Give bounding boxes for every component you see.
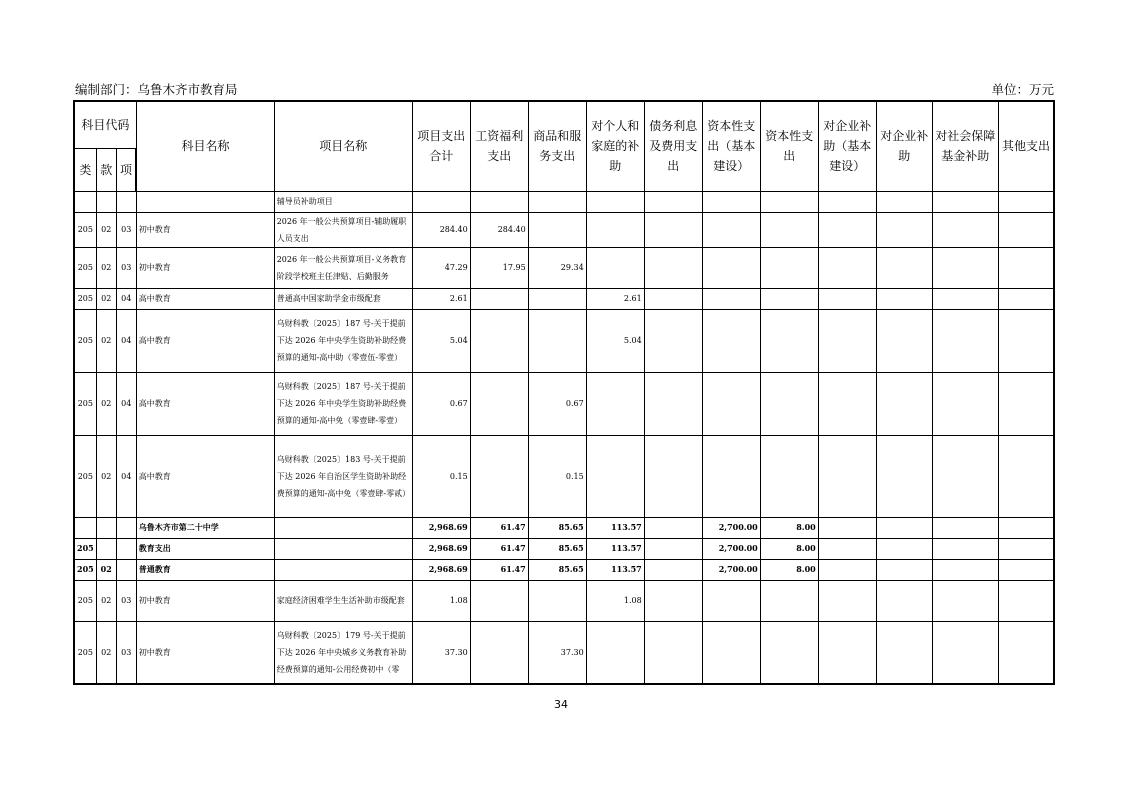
enterprise-basic-cell — [818, 288, 876, 309]
project-cell: 普通高中国家助学金市级配套 — [274, 288, 412, 309]
debt-cell — [644, 372, 702, 435]
other-cell — [998, 212, 1054, 247]
capital-cell: 8.00 — [760, 538, 818, 559]
salary-cell — [470, 288, 528, 309]
salary-cell — [470, 372, 528, 435]
enterprise-cell — [876, 191, 932, 212]
total-header: 项目支出合计 — [412, 101, 470, 191]
subject-cell: 初中教育 — [136, 247, 274, 288]
table-row — [74, 538, 1054, 559]
goods-cell: 37.30 — [528, 621, 586, 684]
project-name-header: 项目名称 — [274, 101, 412, 191]
salary-cell — [470, 621, 528, 684]
enterprise-cell — [876, 559, 932, 580]
individual-cell — [586, 212, 644, 247]
salary-cell — [470, 580, 528, 621]
goods-services-header: 商品和服务支出 — [528, 101, 586, 191]
capital-cell: 8.00 — [760, 559, 818, 580]
code-group-header: 科目代码 — [74, 101, 136, 148]
subject-cell: 初中教育 — [136, 212, 274, 247]
page-number: 34 — [554, 698, 568, 711]
total-cell: 2,968.69 — [412, 517, 470, 538]
kuan-header: 款 — [96, 148, 116, 191]
kuan-cell — [96, 517, 116, 538]
xiang-cell — [116, 191, 136, 212]
kuan-cell — [96, 191, 116, 212]
total-cell — [412, 191, 470, 212]
xiang-cell: 03 — [116, 247, 136, 288]
enterprise-header: 对企业补助 — [876, 101, 932, 191]
individual-cell: 113.57 — [586, 559, 644, 580]
individual-cell — [586, 621, 644, 684]
project-cell: 辅导员补助项目 — [274, 191, 412, 212]
enterprise-cell — [876, 212, 932, 247]
enterprise-cell — [876, 538, 932, 559]
social-cell — [932, 435, 998, 517]
debt-cell — [644, 191, 702, 212]
other-cell — [998, 435, 1054, 517]
project-cell: 乌财科教〔2025〕187 号-关于提前下达 2026 年中央学生资助补助经费预算的通知-高中助（零壹伍-零壹） — [274, 309, 412, 372]
table-row — [74, 517, 1054, 538]
capital-cell — [760, 191, 818, 212]
table-row — [74, 559, 1054, 580]
project-cell — [274, 517, 412, 538]
lei-header: 类 — [74, 148, 96, 191]
enterprise-basic-cell — [818, 435, 876, 517]
subject-cell: 高中教育 — [136, 435, 274, 517]
xiang-cell: 04 — [116, 288, 136, 309]
lei-cell: 205 — [74, 309, 96, 372]
enterprise-cell — [876, 309, 932, 372]
salary-cell: 61.47 — [470, 538, 528, 559]
individual-cell: 5.04 — [586, 309, 644, 372]
capital-basic-header: 资本性支出（基本建设） — [702, 101, 760, 191]
social-cell — [932, 559, 998, 580]
social-cell — [932, 580, 998, 621]
capital-cell — [760, 580, 818, 621]
enterprise-basic-header: 对企业补助（基本建设） — [818, 101, 876, 191]
xiang-cell — [116, 517, 136, 538]
lei-cell: 205 — [74, 288, 96, 309]
enterprise-basic-cell — [818, 559, 876, 580]
enterprise-cell — [876, 288, 932, 309]
goods-cell — [528, 212, 586, 247]
table-row — [74, 435, 1054, 517]
other-cell — [998, 559, 1054, 580]
social-cell — [932, 212, 998, 247]
debt-interest-header: 债务利息及费用支出 — [644, 101, 702, 191]
individual-cell — [586, 372, 644, 435]
xiang-cell — [116, 538, 136, 559]
xiang-cell: 04 — [116, 309, 136, 372]
kuan-cell: 02 — [96, 435, 116, 517]
subject-cell: 初中教育 — [136, 580, 274, 621]
capital-basic-cell — [702, 580, 760, 621]
enterprise-cell — [876, 621, 932, 684]
total-cell: 1.08 — [412, 580, 470, 621]
individual-subsidy-header: 对个人和家庭的补助 — [586, 101, 644, 191]
kuan-cell: 02 — [96, 247, 116, 288]
debt-cell — [644, 580, 702, 621]
goods-cell: 85.65 — [528, 559, 586, 580]
project-cell — [274, 559, 412, 580]
kuan-cell: 02 — [96, 309, 116, 372]
salary-cell — [470, 435, 528, 517]
enterprise-basic-cell — [818, 372, 876, 435]
capital-basic-cell — [702, 288, 760, 309]
kuan-cell: 02 — [96, 580, 116, 621]
project-cell: 2026 年一般公共预算项目-辅助履职人员支出 — [274, 212, 412, 247]
social-cell — [932, 517, 998, 538]
debt-cell — [644, 435, 702, 517]
total-cell: 37.30 — [412, 621, 470, 684]
xiang-cell: 04 — [116, 435, 136, 517]
salary-header: 工资福利支出 — [470, 101, 528, 191]
individual-cell: 113.57 — [586, 538, 644, 559]
capital-cell — [760, 621, 818, 684]
debt-cell — [644, 559, 702, 580]
salary-cell: 284.40 — [470, 212, 528, 247]
salary-cell: 17.95 — [470, 247, 528, 288]
unit-label: 单位：万元 — [991, 82, 1054, 97]
social-cell — [932, 372, 998, 435]
other-cell — [998, 621, 1054, 684]
debt-cell — [644, 212, 702, 247]
other-cell — [998, 538, 1054, 559]
lei-cell: 205 — [74, 538, 96, 559]
project-cell: 乌财科教〔2025〕183 号-关于提前下达 2026 年自治区学生资助补助经费预算的通知-高中免（零壹肆-零贰） — [274, 435, 412, 517]
enterprise-basic-cell — [818, 309, 876, 372]
capital-basic-cell: 2,700.00 — [702, 538, 760, 559]
enterprise-cell — [876, 517, 932, 538]
social-cell — [932, 191, 998, 212]
subject-cell: 乌鲁木齐市第二十中学 — [136, 517, 274, 538]
goods-cell — [528, 580, 586, 621]
compiling-department: 编制部门：乌鲁木齐市教育局 — [75, 82, 238, 97]
table-row — [74, 288, 1054, 309]
kuan-cell: 02 — [96, 288, 116, 309]
capital-basic-cell — [702, 372, 760, 435]
lei-cell: 205 — [74, 435, 96, 517]
goods-cell: 0.15 — [528, 435, 586, 517]
enterprise-basic-cell — [818, 247, 876, 288]
social-security-header: 对社会保障基金补助 — [932, 101, 998, 191]
total-cell: 2.61 — [412, 288, 470, 309]
subject-cell: 普通教育 — [136, 559, 274, 580]
enterprise-basic-cell — [818, 580, 876, 621]
debt-cell — [644, 517, 702, 538]
capital-basic-cell — [702, 247, 760, 288]
capital-cell — [760, 372, 818, 435]
social-cell — [932, 538, 998, 559]
goods-cell — [528, 191, 586, 212]
individual-cell: 2.61 — [586, 288, 644, 309]
other-cell — [998, 372, 1054, 435]
enterprise-cell — [876, 580, 932, 621]
capital-basic-cell — [702, 191, 760, 212]
lei-cell: 205 — [74, 212, 96, 247]
total-cell: 47.29 — [412, 247, 470, 288]
individual-cell — [586, 247, 644, 288]
individual-cell — [586, 191, 644, 212]
lei-cell: 205 — [74, 621, 96, 684]
table-row — [74, 191, 1054, 212]
goods-cell: 0.67 — [528, 372, 586, 435]
debt-cell — [644, 309, 702, 372]
project-cell: 家庭经济困难学生生活补助市级配套 — [274, 580, 412, 621]
subject-cell: 初中教育 — [136, 621, 274, 684]
subject-cell: 高中教育 — [136, 372, 274, 435]
capital-cell — [760, 247, 818, 288]
subject-name-header: 科目名称 — [136, 101, 274, 191]
capital-basic-cell: 2,700.00 — [702, 559, 760, 580]
table-row — [74, 247, 1054, 288]
table-row — [74, 580, 1054, 621]
debt-cell — [644, 247, 702, 288]
kuan-cell — [96, 538, 116, 559]
individual-cell: 113.57 — [586, 517, 644, 538]
lei-cell: 205 — [74, 247, 96, 288]
goods-cell — [528, 309, 586, 372]
total-cell: 0.67 — [412, 372, 470, 435]
other-cell — [998, 517, 1054, 538]
capital-cell — [760, 288, 818, 309]
other-expense-header: 其他支出 — [998, 101, 1054, 191]
lei-cell — [74, 517, 96, 538]
capital-header: 资本性支出 — [760, 101, 818, 191]
kuan-cell: 02 — [96, 372, 116, 435]
capital-basic-cell — [702, 212, 760, 247]
other-cell — [998, 309, 1054, 372]
table-row — [74, 212, 1054, 247]
goods-cell: 29.34 — [528, 247, 586, 288]
other-cell — [998, 247, 1054, 288]
lei-cell — [74, 191, 96, 212]
goods-cell: 85.65 — [528, 538, 586, 559]
budget-table — [73, 100, 1055, 685]
social-cell — [932, 621, 998, 684]
total-cell: 5.04 — [412, 309, 470, 372]
lei-cell: 205 — [74, 580, 96, 621]
individual-cell: 1.08 — [586, 580, 644, 621]
xiang-cell: 03 — [116, 621, 136, 684]
project-cell: 乌财科教〔2025〕187 号-关于提前下达 2026 年中央学生资助补助经费预算的通知-高中免（零壹肆-零壹） — [274, 372, 412, 435]
other-cell — [998, 288, 1054, 309]
other-cell — [998, 580, 1054, 621]
table-row — [74, 621, 1054, 684]
individual-cell — [586, 435, 644, 517]
table-row — [74, 372, 1054, 435]
debt-cell — [644, 621, 702, 684]
total-cell: 284.40 — [412, 212, 470, 247]
capital-basic-cell: 2,700.00 — [702, 517, 760, 538]
project-cell: 乌财科教〔2025〕179 号-关于提前下达 2026 年中央城乡义务教育补助经费预算的通知-公用经费初中（零 — [274, 621, 412, 684]
social-cell — [932, 288, 998, 309]
salary-cell: 61.47 — [470, 517, 528, 538]
capital-cell — [760, 212, 818, 247]
project-cell — [274, 538, 412, 559]
enterprise-basic-cell — [818, 191, 876, 212]
lei-cell: 205 — [74, 372, 96, 435]
capital-basic-cell — [702, 435, 760, 517]
enterprise-basic-cell — [818, 621, 876, 684]
salary-cell — [470, 191, 528, 212]
kuan-cell: 02 — [96, 212, 116, 247]
total-cell: 0.15 — [412, 435, 470, 517]
project-cell: 2026 年一般公共预算项目-义务教育阶段学校班主任津贴、后勤服务 — [274, 247, 412, 288]
table-row — [74, 309, 1054, 372]
goods-cell: 85.65 — [528, 517, 586, 538]
xiang-cell — [116, 559, 136, 580]
enterprise-cell — [876, 247, 932, 288]
salary-cell — [470, 309, 528, 372]
debt-cell — [644, 288, 702, 309]
lei-cell: 205 — [74, 559, 96, 580]
kuan-cell: 02 — [96, 621, 116, 684]
capital-basic-cell — [702, 621, 760, 684]
enterprise-basic-cell — [818, 538, 876, 559]
total-cell: 2,968.69 — [412, 538, 470, 559]
enterprise-basic-cell — [818, 517, 876, 538]
xiang-header: 项 — [116, 148, 136, 191]
subject-cell: 高中教育 — [136, 309, 274, 372]
social-cell — [932, 247, 998, 288]
capital-cell — [760, 435, 818, 517]
capital-basic-cell — [702, 309, 760, 372]
enterprise-cell — [876, 372, 932, 435]
subject-cell: 教育支出 — [136, 538, 274, 559]
other-cell — [998, 191, 1054, 212]
kuan-cell: 02 — [96, 559, 116, 580]
enterprise-basic-cell — [818, 212, 876, 247]
subject-cell — [136, 191, 274, 212]
enterprise-cell — [876, 435, 932, 517]
xiang-cell: 03 — [116, 580, 136, 621]
salary-cell: 61.47 — [470, 559, 528, 580]
xiang-cell: 04 — [116, 372, 136, 435]
social-cell — [932, 309, 998, 372]
total-cell: 2,968.69 — [412, 559, 470, 580]
capital-cell — [760, 309, 818, 372]
debt-cell — [644, 538, 702, 559]
subject-cell: 高中教育 — [136, 288, 274, 309]
goods-cell — [528, 288, 586, 309]
capital-cell: 8.00 — [760, 517, 818, 538]
xiang-cell: 03 — [116, 212, 136, 247]
